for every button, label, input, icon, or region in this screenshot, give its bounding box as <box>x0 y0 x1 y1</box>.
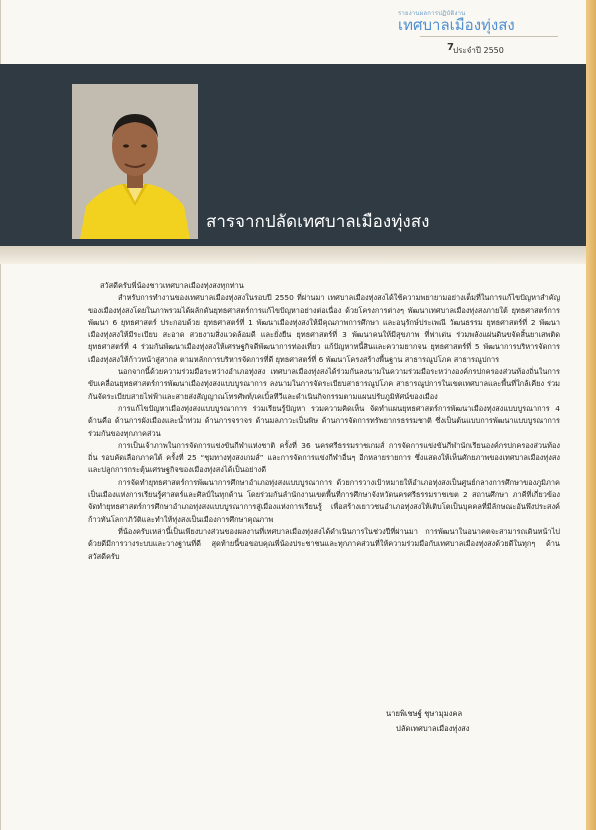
decorative-side-bar <box>586 0 596 830</box>
page-title: สารจากปลัดเทศบาลเมืองทุ่งสง <box>206 212 430 232</box>
header-rule <box>420 36 558 37</box>
signature-block <box>386 706 470 736</box>
paragraph: การเป็นเจ้าภาพในการจัดการแข่งขันกีฬาแห่งชาติ ครั้งที่ 36 นครศรีธรรมราชเกมส์ การจัดการแข่งขันกีฬานักเรียนองค์กรปกครองส่วนท้องถิ่น รอบคัดเลือกภาคใต้ ครั้งที่ 25 “ชุมทางทุ่งสงเกมส์” และการจัดการแข่งกีฬาอื่นๆ อีกหลายรายการ ซึ่งแสดงให้เห็นศักยภาพของเทศบาลเมืองทุ่งสงและปลูกการกระตุ้นเศรษฐกิจของเมืองทุ่งสงได้เป็นอย่างดี <box>88 440 560 475</box>
paragraph: สำหรับการทำงานของเทศบาลเมืองทุ่งสงในรอบปี 2550 ที่ผ่านมา เทศบาลเมืองทุ่งสงได้ใช้ความพยายามอย่างเต็มที่ในการแก้ไขปัญหาสำคัญของเมืองทุ่งสงโดยในภาพรวมได้ผลักดันยุทธศาสตร์การแก้ไขปัญหาอย่างต่อเนื่อง ด้วยโครงการต่างๆ พัฒนาเทศบาลเมืองทุ่งสงภายใต้ ยุทธศาสตร์การพัฒนา 6 ยุทธศาสตร์ ประกอบด้วย ยุทธศาสตร์ที่ 1 พัฒนาเมืองทุ่งสงให้มีคุณภาพการศึกษา และอนุรักษ์ประเพณี วัฒนธรรม ยุทธศาสตร์ที่ 2 พัฒนาเมืองทุ่งสงให้มีระเบียบ สะอาด สวยงามสิ่งแวดล้อมดี และยั่งยืน ยุทธศาสตร์ที่ 3 พัฒนาคนให้มีสุขภาพ ที่ฟาเด่น ร่วมพลังแผ่นดินขจัดสิ้นยาเสพติด ยุทธศาสตร์ที่ 4 ร่วมกันพัฒนาเมืองทุ่งสงให้เศรษฐกิจดีพัฒนาการท่องเที่ยว แก้ปัญหาหนี้สินและความยากจน ยุทธศาสตร์ที่ 5 พัฒนาการบริหารจัดการเมืองทุ่งสงให้ก้าวหน้าสู่สากล ตามหลักการบริหารจัดการที่ดี ยุทธศาสตร์ที่ 6 พัฒนาโครงสร้างพื้นฐาน สาธารณูปโภค สาธารณูปการ <box>88 293 560 364</box>
paragraph: ที่น้องครับเหล่านี้เป็นเพียงบางส่วนของผลงานที่เทศบาลเมืองทุ่งสงได้ดำเนินการในช่วงปีที่ผ่านมา การพัฒนาในอนาคตจะสามารถเดินหน้าไปด้วยดีมีการวางระบบและวางฐานที่ดี สุดท้ายนี้ขอขอบคุณพี่น้องประชาชนและทุกภาคส่วนที่ให้ความร่วมมือกับเทศบาลเมืองทุ่งสงด้วยดีในทุกๆ ด้าน สวัสดีครับ <box>88 526 560 561</box>
portrait-photo <box>72 84 198 239</box>
message-body <box>88 280 560 563</box>
greeting: สวัสดีครับพี่น้องชาวเทศบาลเมืองทุ่งสงทุกท่าน <box>100 281 244 290</box>
paragraph: การจัดทำยุทธศาสตร์การพัฒนาการศึกษาอำเภอทุ่งสงแบบบูรณาการ ด้วยการวางเป้าหมายให้อำเภอทุ่งสงเป็นศูนย์กลางการศึกษาของภูมิภาค เป็นเมืองแห่งการเรียนรู้ศาสตร์และศิลป์ในทุกด้าน โดยร่วมกันลำนักงานเขตพื้นที่การศึกษาจังหวัดนครศรีธรรมราชเขต 2 สถานศึกษา ภาคีที่เกี่ยวข้อง จัดทำยุทธศาสตร์การศึกษาอำเภอทุ่งสงแบบบูรณาการสู่เมืองแห่งการเรียนรู้ เพื่อสร้างเยาวชนอำเภอทุ่งสงให้เติบโตเป็นบุคคลที่มีลักษณะอันพึงประสงค์ก้าวทันโลกาภิวัติและทำให้ทุ่งสงเป็นเมืองการศึกษาคุณภาพ <box>88 477 560 524</box>
fiscal-year: ประจำปี 2550 <box>453 46 504 55</box>
banner-shadow <box>0 246 586 264</box>
report-label: รายงานผลการปฏิบัติงาน <box>398 10 466 17</box>
paragraph: นอกจากนี้ด้วยความร่วมมือระหว่างอำเภอทุ่งสง เทศบาลเมืองทุ่งสงได้ร่วมกันลงนามในความร่วมมือระหว่างองค์กรปกครองส่วนท้องถิ่นในการขับเคลื่อนยุทธศาสตร์การพัฒนาเมืองทุ่งสงแบบบูรณาการ ลงนามในการจัดระเบียบสาธารณูปโภค สาธารณูปการในเขตเทศบาลและพื้นที่ใกล้เคียง ร่วมกันจัดระเบียบสายไฟฟ้าและสายส่งสัญญาณโทรศัพท์/เคเบิ้ลทีวีและดำเนินกิจกรรมตามแผนปรับภูมิทัศน์ของเมือง <box>88 367 560 401</box>
page-number: 7 <box>447 42 454 53</box>
paragraph: การแก้ไขปัญหาเมืองทุ่งสงแบบบูรณาการ ร่วมเรียนรู้ปัญหา รวมความคิดเห็น จัดทำแผนยุทธศาสตร์การพัฒนาเมืองทุ่งสงแบบบูรณาการ 4 ด้านคือ ด้านการผังเมืองและน้ำท่วม ด้านการจราจร ด้านมลภาวะเป็นพิษ ด้านการจัดการทรัพยากรธรรมชาติ ซึ่งเป็นต้นแบบการพัฒนาแบบบูรณาการร่วมกันของทุกภาคส่วน <box>88 403 560 438</box>
signer-position: ปลัดเทศบาลเมืองทุ่งสง <box>396 724 470 733</box>
page-header <box>398 8 558 33</box>
header-org-name: เทศบาลเมืองทุ่งสง <box>398 16 515 34</box>
signer-name: นายพิเชษฐ์ ชุษามุมงคล <box>386 709 463 718</box>
